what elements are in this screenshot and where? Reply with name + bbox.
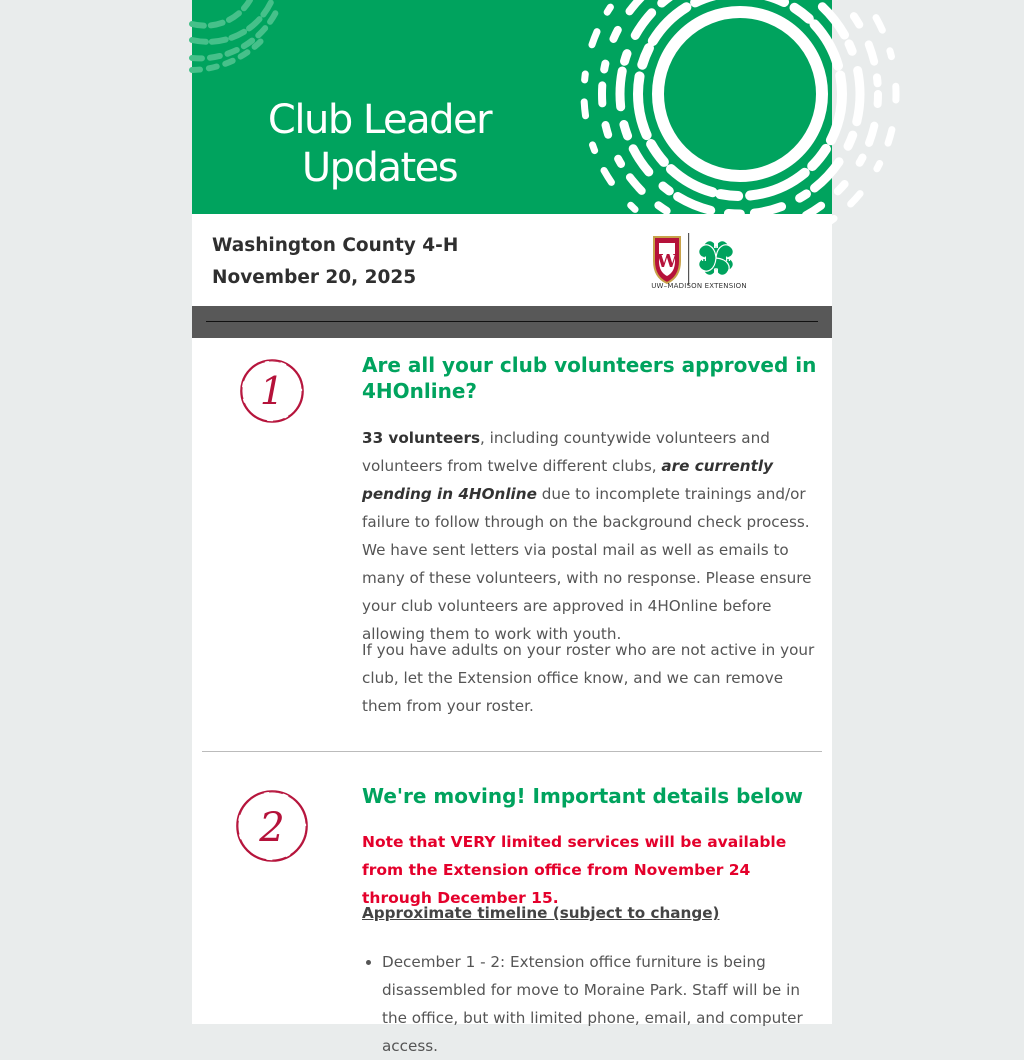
svg-text:H: H (713, 243, 719, 250)
section1-paragraph-1: 33 volunteers, including countywide volunteers and volunteers from twelve different clubs, are currently pending in 4HOnline due to incomplete trainings and/or failure to follow through on the background check process. We have sent letters via postal mail as well as emails to many of these volunteers, with no response. Please ensure your club volunteers are approved in 4HOnline before allowing them to work with youth. (362, 429, 812, 643)
timeline-list (362, 948, 822, 1060)
divider-line (206, 321, 818, 322)
svg-text:2: 2 (259, 805, 285, 851)
timeline-item: • December 1 - 2: Extension office furniture is being disassembled for move to Moraine Park. Staff will be in the office, but with limited phone, email, and computer access. (382, 948, 822, 1060)
banner-title-line2: Updates (301, 145, 458, 191)
section2-heading: We're moving! Important details below (362, 784, 804, 808)
svg-text:H: H (725, 256, 731, 263)
divider-bar (192, 306, 832, 338)
organization-name: Washington County 4-H (212, 235, 459, 256)
logo-caption: UW–MADISON EXTENSION (651, 282, 747, 290)
banner-title-line1: Club Leader (267, 97, 492, 143)
svg-text:W: W (656, 251, 678, 272)
newsletter-date: November 20, 2025 (212, 267, 417, 288)
pending-emphasis: are currently pending in 4HOnline (362, 457, 773, 503)
svg-text:H: H (701, 256, 707, 263)
section1-heading: Are all your club volunteers approved in 4HOnline? (362, 353, 817, 403)
circle-swirl-graphic (564, 0, 844, 214)
banner-title (252, 96, 507, 192)
limited-services-alert: Note that VERY limited services will be available from the Extension office from November 24 through December 15. (362, 833, 787, 907)
volunteer-count: 33 volunteers (362, 429, 480, 447)
newsletter-page (192, 0, 832, 1055)
svg-text:1: 1 (259, 369, 285, 413)
svg-text:H: H (713, 268, 719, 275)
section-number-1 (237, 356, 307, 426)
section1-paragraph-2: If you have adults on your roster who are not active in your club, let the Extension office know, and we can remove them from your roster. (362, 641, 815, 715)
header-info (212, 230, 458, 294)
section-divider (202, 751, 822, 752)
banner (192, 0, 832, 214)
section-number-2 (233, 787, 311, 865)
corner-swirl-graphic (192, 0, 282, 80)
timeline-subheading: Approximate timeline (subject to change) (362, 904, 720, 922)
